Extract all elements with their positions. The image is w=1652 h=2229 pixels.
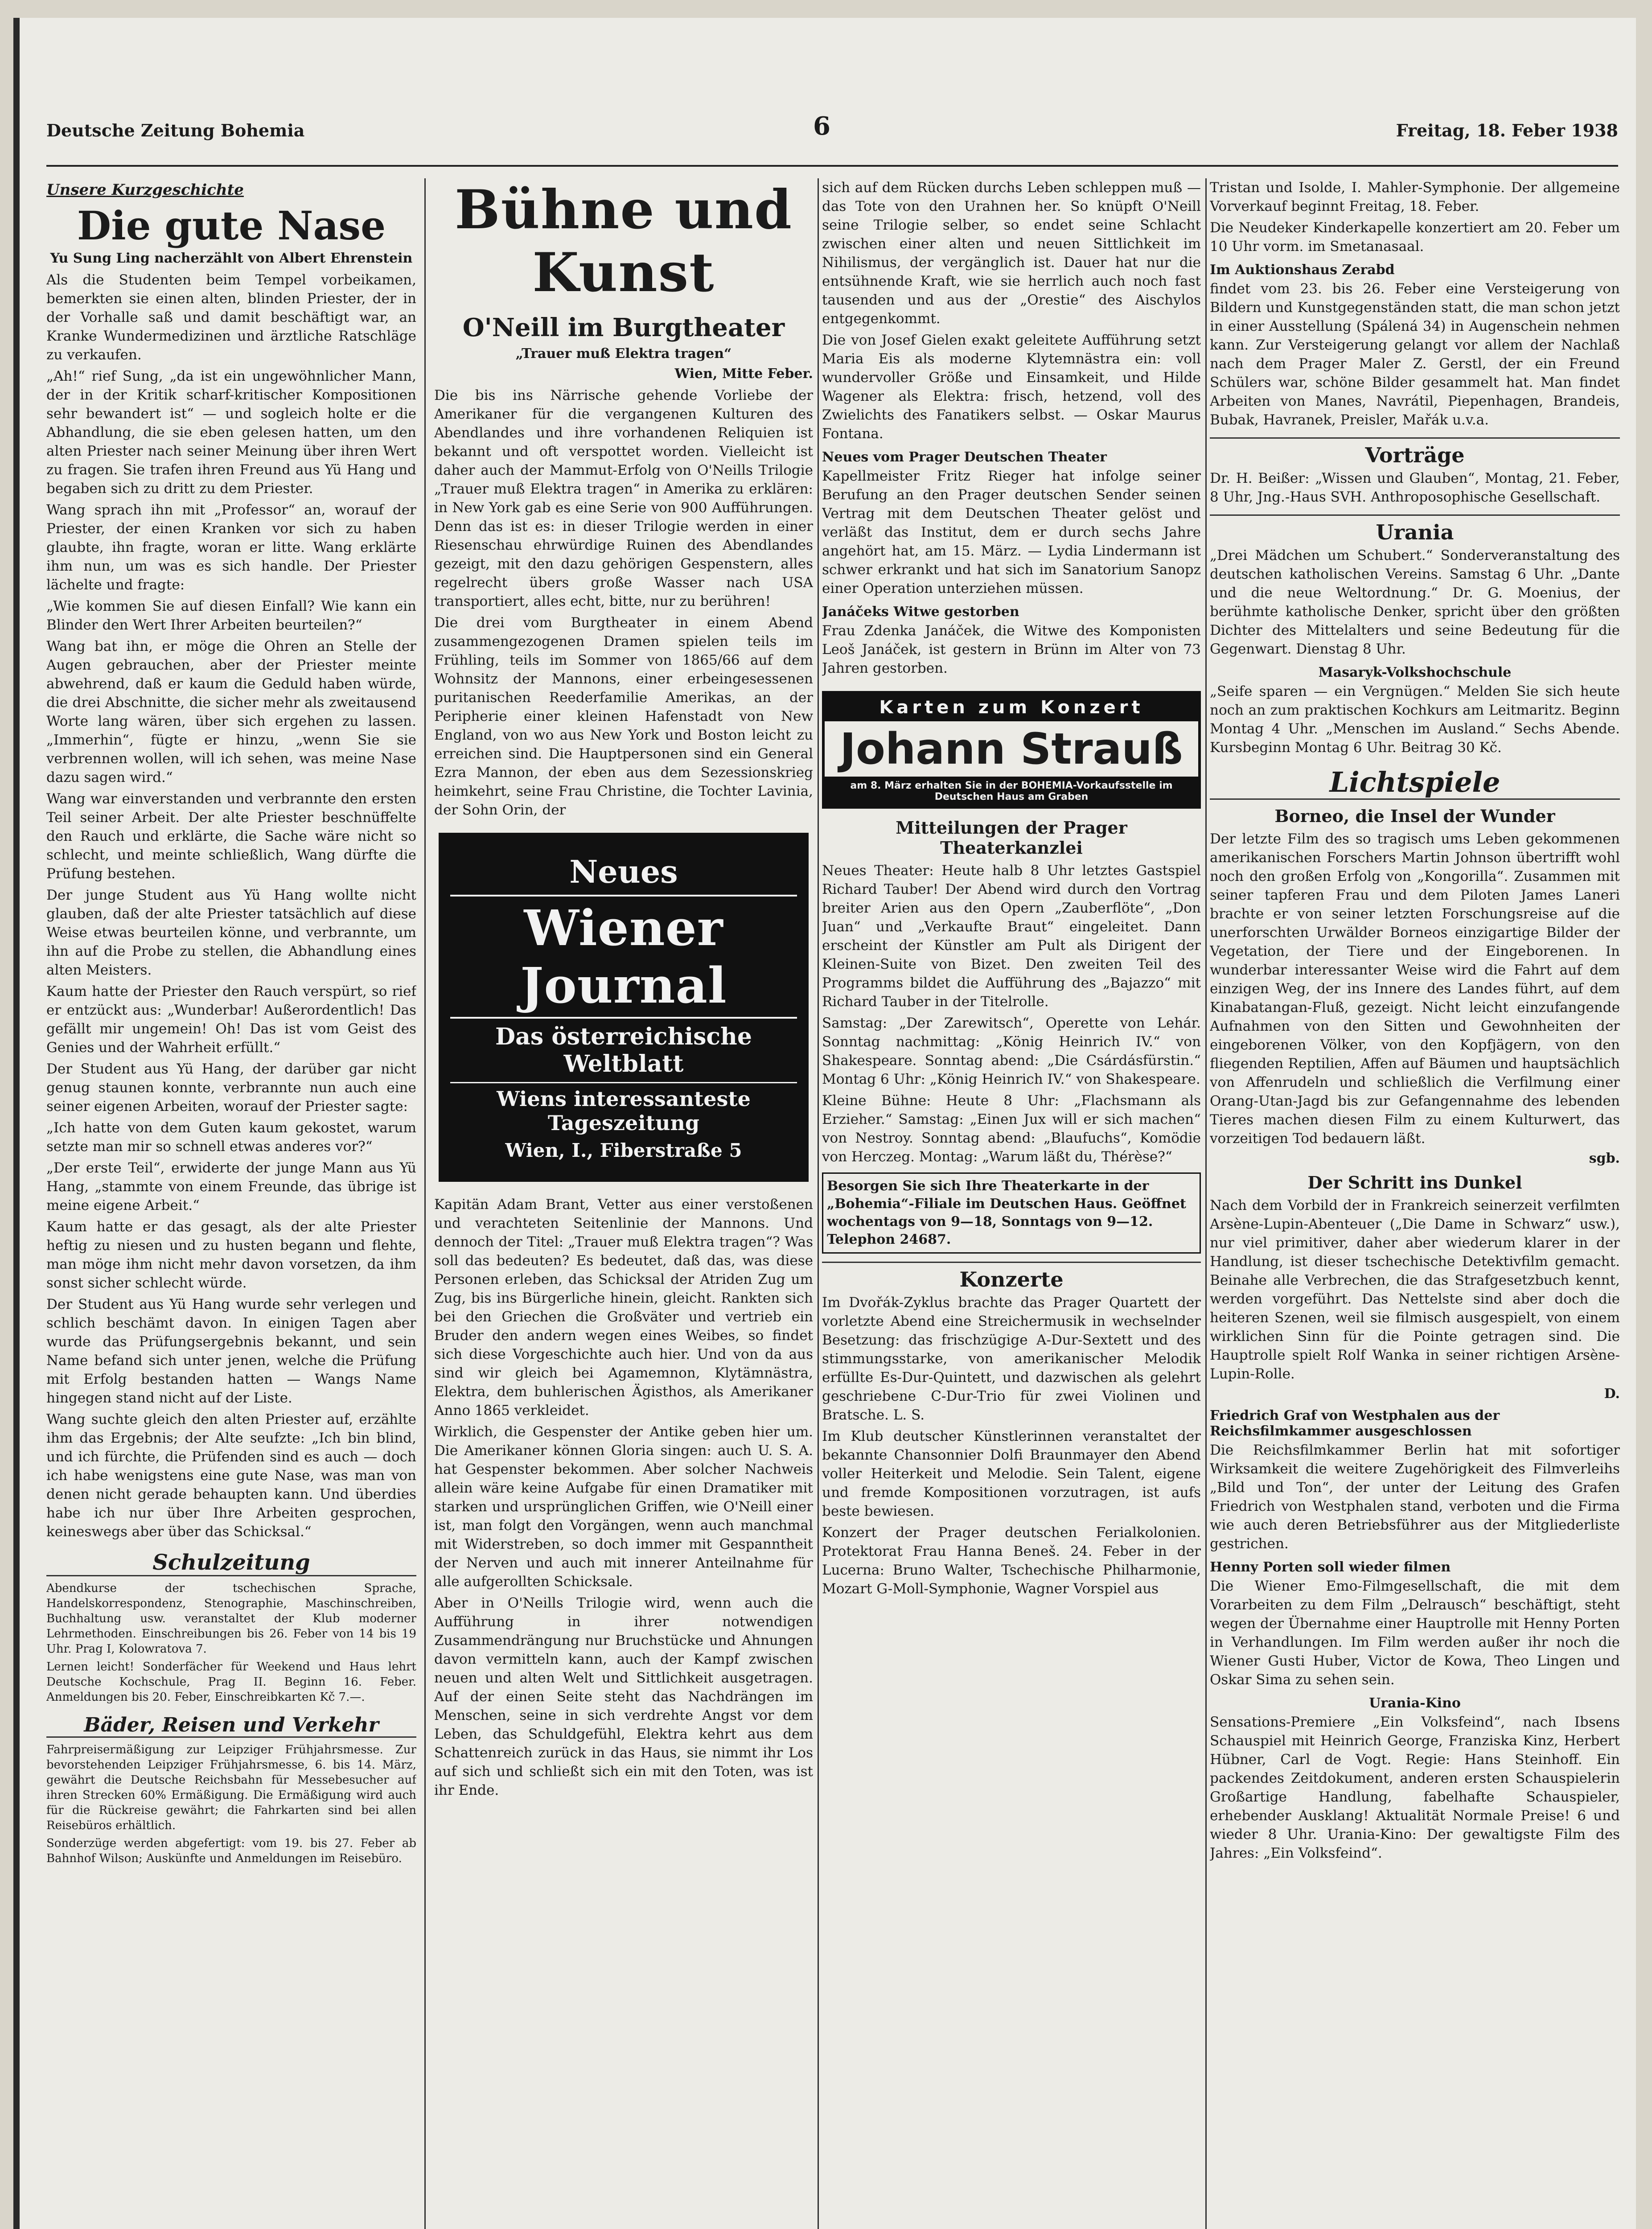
news-text: Frau Zdenka Janáček, die Witwe des Komponisten Leoš Janáček, ist gestern in Brünn im Alter von 73 Jahren gestorben. [822,623,1201,676]
column-1 [46,178,416,2229]
story-kicker: Unsere Kurzgeschichte [46,181,244,199]
paragraph: Kaum hatte der Priester den Rauch verspürt, so rief er entzückt aus: „Wunderbar! Außerordentlich! Das gefällt mir ungemein! Oh! Das ist vom Geist des Genies und der Wahrheit erfüllt.“ [46,983,416,1056]
column-divider [1205,178,1207,2229]
article-dateline: Wien, Mitte Feber. [674,366,813,382]
strauss-concert-ad [822,691,1201,809]
paragraph: Der Student aus Yü Hang, der darüber gar nicht genug staunen konnte, verbrannte nun auch eine seiner eigenen Arbeiten, worauf der Priester sagte: [46,1061,416,1114]
newspaper-page [13,18,1636,2229]
article-continued: sich auf dem Rücken durchs Leben schleppen muß — das Tote von den Urahnen her. So knüpft O'Neill seine Trilogie selber, so endet seine Schlacht zwischen einer alten und neuen Sittlichkeit im Nihilismus, der vergänglich ist. Dauer hat nur die entsühnende Kraft, wie sie herrlich auch noch fast tausenden und aus der „Orestie“ des Aischylos entgegenkommt. [822,180,1201,327]
paragraph: Der Student aus Yü Hang wurde sehr verlegen und schlich beschämt davon. In einigen Tagen aber wurde das Prüfungsergebnis bekannt, und sein Name befand sich unter jenen, welche die Prüfung mit Erfolg bestanden hatten — Wangs Name hingegen stand nicht auf der Liste. [46,1296,416,1406]
column-divider [424,178,426,2229]
ad-address: Wien, I., Fiberstraße 5 [505,1139,742,1161]
film-review: Nach dem Vorbild der in Frankreich seinerzeit verfilmten Arsène-Lupin-Abenteuer („Die Dame in Schwarz“ usw.), nur viel primitiver, daher aber wiederum klarer in der Handlung, ist dieser tschechische Detektivfilm gemacht. Beinahe alle Verbrechen, die das Strafgesetzbuch kennt, werden vorgeführt. Das Nettelste sind aber doch die heiteren Szenen, weil sie filmisch ausgespielt, von einem wirklichen Sinn für die Pointe getragen sind. Die Hauptrolle spielt Rolf Wanka in seiner richtigen Arsène-Lupin-Rolle. [1210,1197,1620,1382]
ad-tagline2: Wiens interessanteste Tageszeitung [450,1082,797,1135]
article-title: O'Neill im Burgtheater [462,313,785,342]
ad-karten: Karten zum Konzert [825,694,1198,721]
wiener-journal-ad [439,833,809,1182]
film-review-signature: sgb. [1589,1151,1620,1166]
masaryk-title: Masaryk-Volkshochschule [1318,665,1512,680]
ad-title: Neues [569,853,678,890]
ad-footer: am 8. März erhalten Sie in der BOHEMIA-Vorkaufsstelle im Deutschen Haus am Graben [825,777,1198,806]
masaryk-text: „Seife sparen — ein Vergnügen.“ Melden Sie sich heute noch an zum praktischen Kochkurs am Leitmaritz. Beginn Montag 4 Uhr. „Menschen im Ausland.“ Sechs Abende. Kursbeginn Montag 6 Uhr. Beitrag 30 Kč. [1210,683,1620,756]
film-review-signature: D. [1604,1386,1620,1402]
paragraph: „Wie kommen Sie auf diesen Einfall? Wie kann ein Blinder den Wert Ihrer Arbeiten beurteilen?“ [46,598,416,633]
paragraph: Der junge Student aus Yü Hang wollte nicht glauben, daß der alte Priester tatsächlich auf diese Weise etwas beurteilen könne, und verbrannte, um ihn auf die Probe zu stellen, die Abhandlung eines alten Meisters. [46,887,416,978]
paragraph: „Ich hatte von dem Guten kaum gekostet, warum setzte man mir so schnell etwas anderes vor?“ [46,1120,416,1155]
page-header [46,107,1618,147]
news-title: Neues vom Prager Deutschen Theater [822,449,1107,465]
urania-text: „Drei Mädchen um Schubert.“ Sonderveranstaltung des deutschen katholischen Vereins. Samstag 6 Uhr. „Dante und die neue Weltordnung.“ Dr. G. Moenius, der berühmte katholische Denker, spricht über den größten Dichter des Mittelalters und seine Bedeutung für die Gegenwart. Dienstag 8 Uhr. [1210,547,1620,657]
news-title: Janáčeks Witwe gestorben [822,604,1019,620]
column-4 [1210,178,1620,2229]
concert-note: Tristan und Isolde, I. Mahler-Symphonie. Der allgemeine Vorverkauf beginnt Freitag, 18. Feber. [1210,180,1620,214]
paragraph: Als die Studenten beim Tempel vorbeikamen, bemerkten sie einen alten, blinden Priester, der in der Vorhalle saß und damit beschäftigt war, an Kranke Wundermedizinen und ärztliche Ratschläge zu verkaufen. [46,272,416,363]
film-title: Der Schritt ins Dunkel [1307,1172,1522,1193]
konzerte-paragraph: Im Klub deutscher Künstlerinnen veranstaltet der bekannte Chansonnier Dolfi Braunmayer den Abend voller Heiterkeit und Melodie. Sein Talent, eigene und fremde Kompositionen vorzutragen, ist aufs beste bewiesen. [822,1428,1201,1519]
konzerte-paragraph: Konzert der Prager deutschen Ferialkolonien. Protektorat Frau Hanna Beneš. 24. Feber in der Lucerna: Bruno Walter, Tschechische Philharmonie, Mozart G-Moll-Symphonie, Wagner Vorspiel aus [822,1525,1201,1597]
article-paragraph: Kapitän Adam Brant, Vetter aus einer verstoßenen und verachteten Seitenlinie der Mannons. Und dennoch der Titel: „Trauer muß Elektra tragen“? Was soll das bedeuten? Es bedeutet, daß das, was diese Personen erleben, das Schicksal der Atriden Zug um Zug, bis ins Bürgerliche hinein, gleicht. Rankten sich bei den Griechen die Großväter und vertrieb ein Bruder den andern wegen eines Weibes, so findet sich diese Vorgeschichte auch hier. Und von da aus sind wir gleich bei Agamemnon, Klytämnästra, Elektra, dem buhlerischen Ägisthos, als Amerikaner Anno 1865 verkleidet. [434,1197,813,1419]
urania-kino-title: Urania-Kino [1369,1695,1461,1711]
article-subtitle: „Trauer muß Elektra tragen“ [515,346,732,362]
story-body [46,271,416,1541]
column-2 [434,178,813,2229]
column-3 [822,178,1201,2229]
ad-tagline: Das österreichische Weltblatt [495,1023,752,1077]
ad-name: Wiener Journal [450,895,797,1019]
schulzeitung-title: Schulzeitung [46,1550,416,1576]
film-news-title: Henny Porten soll wieder filmen [1210,1559,1451,1575]
article-paragraph: Die bis ins Närrische gehende Vorliebe der Amerikaner für die vergangenen Kulturen des Abendlandes und ihre vorhandenen Reliquien ist bekannt und oft verspottet worden. Vielleicht ist daher auch der Mammut-Erfolg von O'Neills Trilogie „Trauer muß Elektra tragen“ in Amerika zu erklären: in New York gab es eine Serie von 900 Aufführungen. Denn das ist es: in dieser Trilogie werden in einer Riesenschau ehrwürdige Ruinen des Abendlandes gezeigt, mit den dazu gehörigen Gespenstern, alles regelrecht übers große Wasser nach USA transportiert, alles echt, bitte, nur zu berühren! [434,387,813,609]
lichtspiele-title: Lichtspiele [1210,766,1620,800]
mitteilungen-paragraph: Samstag: „Der Zarewitsch“, Operette von Lehár. Sonntag nachmittag: „König Heinrich IV.“ von Shakespeare. Sonntag abend: „Die Csárdásfürstin.“ Montag 6 Uhr: „König Heinrich IV.“ von Shakespeare. [822,1015,1201,1087]
schulzeitung-body [46,1581,416,1705]
paragraph: Sonderzüge werden abgefertigt: vom 19. bis 27. Feber ab Bahnhof Wilson; Auskünfte und Anmeldungen im Reisebüro. [46,1837,416,1865]
film-news-text: Die Reichsfilmkammer Berlin hat mit sofortiger Wirksamkeit die weitere Zugehörigkeit des Filmverleihs „Bild und Ton“, der unter der Leitung des Grafen Friedrich von Westphalen stand, verboten und die Firma wie auch deren Betriebsführer aus der Mitgliederliste gestrichen. [1210,1442,1620,1552]
mitteilungen-paragraph: Kleine Bühne: Heute 8 Uhr: „Flachsmann als Erzieher.“ Samstag: „Einen Jux will er sich machen“ von Nestroy. Sonntag abend: „Blaufuchs“, Komödie von Herczeg. Montag: „Warum läßt du, Thérèse?“ [822,1093,1201,1165]
theater-ticket-notice: Besorgen Sie sich Ihre Theaterkarte in der „Bohemia“-Filiale im Deutschen Haus. Geöffnet wochentags von 9—18, Sonntags von 9—12. Telephon 24687. [822,1172,1201,1254]
ad-name: Johann Strauß [840,724,1183,774]
film-review: Der letzte Film des so tragisch ums Leben gekommenen amerikanischen Forschers Martin Johnson übertrifft wohl noch den großen Erfolg von „Kongorilla“. Zusammen mit seiner tapferen Frau und dem Piloten James Laneri brachte er von seiner letzten Forschungsreise auf die unerforschten Urwälder Borneos einzigartige Bilder der Vegetation, der Tiere und der Eingeborenen. In wunderbar interessanter Weise wird die Fahrt auf dem einzigen Weg, der ins Innere des Landes führt, auf dem Kinabatangan-Fluß, gezeigt. Nicht leicht einzufangende Aufnahmen von den Sitten und Gewohnheiten der eingeborenen Völker, von den Kopfjägern, von den fliegenden Reptilien, Affen auf Bäumen und hauptsächlich von Affenrudeln und schließlich die Verfilmung einer Orang-Utan-Jagd bis zur Gefangennahme des lebenden Tieres machen diesen Film zu einem Kulturwert, das vorzeitigen Tod bedauern läßt. [1210,831,1620,1147]
vortraege-title: Vorträge [1210,437,1620,467]
reisen-body [46,1742,416,1866]
article-paragraph: Wirklich, die Gespenster der Antike geben hier um. Die Amerikaner können Gloria singen: auch U. S. A. hat Gespenster bekommen. Aber solcher Nachweis allein wäre keine Aufgabe für einen Dramatiker mit starken und ursprünglichen Griffen, wie O'Neill einer ist, man folgt den Vorgängen, wenn auch manchmal mit Widerstreben, so doch immer mit Gespanntheit der Nerven und auch mit innerer Anteilnahme für alle aufgerollten Schicksale. [434,1424,813,1590]
paragraph: „Ah!“ rief Sung, „da ist ein ungewöhnlicher Mann, der in der Kritik scharf-kritischer Kompositionen sehr bewandert ist“ — und sogleich holte er die Abhandlung, die sie eben gelesen hatten, um den alten Priester nach seiner Meinung über ihren Wert zu fragen. Sie trafen ihren Freund aus Yü Hang und begaben sich zu dritt zu dem Priester. [46,368,416,497]
paragraph: „Der erste Teil“, erwiderte der junge Mann aus Yü Hang, „stammte von einem Freunde, das übrige ist meine eigene Arbeit.“ [46,1160,416,1213]
paragraph: Abendkurse der tschechischen Sprache, Handelskorrespondenz, Stenographie, Maschinschreiben, Buchhaltung usw. veranstaltet der Klub moderner Lehrmethoden. Einschreibungen bis 26. Feber von 14 bis 19 Uhr. Prag I, Kolowratova 7. [46,1582,416,1656]
paragraph: Wang war einverstanden und verbrannte den ersten Teil seiner Arbeit. Der alte Priester beschnüffelte den Rauch und erklärte, die Sache wäre nicht so schlecht, und meinte schließlich, Wang dürfte die Prüfung bestehen. [46,791,416,882]
article-paragraph: Die drei vom Burgtheater in einem Abend zusammengezogenen Dramen spielen teils im Frühling, teils im Sommer von 1865/66 auf dem Wohnsitz der Mannons, einer erbeingesessenen puritanischen Reederfamilie Amerikas, an der Peripherie einer kleinen Hafenstadt von New England, von wo aus New York und Boston leicht zu erreichen sind. Die Hauptpersonen sind ein General Ezra Mannon, der eben aus dem Sezessionskrieg heimkehrt, seine Frau Christine, die Tochter Lavinia, der Sohn Orin, der [434,615,813,818]
section-title: Bühne und Kunst [455,178,793,304]
paragraph: Fahrpreisermäßigung zur Leipziger Frühjahrsmesse. Zur bevorstehenden Leipziger Frühjahrsmesse, 6. bis 14. März, gewährt die Deutsche Reichsbahn für Messebesucher auf ihren Strecken 60% Ermäßigung. Die Ermäßigung wird auch für die Rückreise gewährt; die Fahrkarten sind bei allen Reisebüros erhältlich. [46,1743,416,1832]
paragraph: Wang suchte gleich den alten Priester auf, erzählte ihm das Ergebnis; der Alte seufzte: „Ich bin blind, und ich fürchte, die Prüfenden sind es auch — doch ich habe wenigstens eine gute Nase, was man von denen nicht gerade behaupten kann. Und überdies habe ich nur über Ihre Arbeiten gesprochen, keineswegs aber über das Schicksal.“ [46,1411,416,1540]
auktion-title: Im Auktionshaus Zerabd [1210,262,1395,278]
page-number: 6 [813,111,830,141]
paragraph: Wang bat ihn, er möge die Ohren an Stelle der Augen gebrauchen, aber der Priester meinte abwehrend, daß er kaum die Geduld haben würde, die drei Abschnitte, die sicher mehr als zweitausend Worte lang wären, über sich ergehen zu lassen. „Immerhin“, fügte er hinzu, „wenn Sie sie verbrennen wollen, will ich sehen, was meine Nase dazu sagen wird.“ [46,638,416,785]
urania-title: Urania [1210,514,1620,544]
paper-name: Deutsche Zeitung Bohemia [46,120,305,140]
reisen-title: Bäder, Reisen und Verkehr [46,1714,416,1738]
urania-kino-text: Sensations-Premiere „Ein Volksfeind“, nach Ibsens Schauspiel mit Heinrich George, Franziska Kinz, Herbert Hübner, Carl de Vogt. Regie: Hans Steinhoff. Ein packendes Zeitdokument, anderen ersten Schauspielerin Großartige Handlung, fabelhafte Schauspieler, erhebender Ausklang! Aktualität Normale Preise! 6 und wieder 8 Uhr. Urania-Kino: Der gewaltigste Film des Jahres: „Ein Volksfeind“. [1210,1714,1620,1861]
mitteilungen-paragraph: Neues Theater: Heute halb 8 Uhr letztes Gastspiel Richard Tauber! Der Abend wird durch den Vortrag breiter Arien aus den Opern „Zauberflöte“, „Don Juan“ und „Verkaufte Braut“ eingeleitet. Dann erscheint der Künstler am Pult als Dirigent der Kleinen-Suite von Bizet. Den zweiten Teil des Programms bildet die Aufführung des „Bajazzo“ mit Richard Tauber in der Titelrolle. [822,863,1201,1010]
column-divider [818,178,819,2229]
mitteilungen-title: Mitteilungen der Prager Theaterkanzlei [896,818,1127,858]
article-paragraph: Aber in O'Neills Trilogie wird, wenn auch die Aufführung in ihrer notwendigen Zusammendrängung nur Bruchstücke und Ahnungen davon vermitteln kann, auch der Kampf zwischen neuen und alten Welt und Sittlichkeit ausgetragen. Auf der einen Seite steht das Nachdrängen im Menschen, seine in sich verdrehte Angst vor dem Leben, das Schuldgefühl, Elektra kehrt aus dem Schattenreich zurück in das Haus, sie nimmt ihr Los auf sich und schließt sich ein mit den Toten, was ist ihr Ende. [434,1595,813,1798]
konzerte-title: Konzerte [822,1262,1201,1291]
konzerte-paragraph: Im Dvořák-Zyklus brachte das Prager Quartett der vorletzte Abend eine Streichermusik in wechselnder Besetzung: das frischzügige A-Dur-Sextett und des stimmungsstarke, von amerikanischer Melodik erfüllte Es-Dur-Quintett, und dazwischen als gelehrt geschriebene C-Dur-Trio für zwei Violinen und Bratsche. L. S. [822,1295,1201,1423]
film-news-title: Friedrich Graf von Westphalen aus der Reichsfilmkammer ausgeschlossen [1210,1408,1500,1439]
story-byline: Yu Sung Ling nacherzählt von Albert Ehrenstein [50,251,413,266]
paragraph: Lernen leicht! Sonderfächer für Weekend und Haus lehrt Deutsche Kochschule, Prag II. Beginn 16. Feber. Anmeldungen bis 20. Feber, Einschreibkarten Kč 7.—. [46,1660,416,1704]
issue-date: Freitag, 18. Feber 1938 [1396,120,1618,140]
concert-note: Die Neudeker Kinderkapelle konzertiert am 20. Feber um 10 Uhr vorm. im Smetanasaal. [1210,220,1620,255]
paragraph: Kaum hatte er das gesagt, als der alte Priester heftig zu niesen und zu husten begann und flehte, man möge ihm nicht mehr davon vorsetzen, da ihm sonst sicher schlecht würde. [46,1219,416,1291]
article-continued: Die von Josef Gielen exakt geleitete Aufführung setzt Maria Eis als moderne Klytemnästra ein: voll wundervoller Größe und Einsamkeit, und Hilde Wagener als Elektra: frisch, hetzend, voll des Zwielichts des Fanatikers selbst. — Oskar Maurus Fontana. [822,332,1201,442]
film-news-text: Die Wiener Emo-Filmgesellschaft, die mit dem Vorarbeiten zu dem Film „Delrausch“ beschäftigt, steht wegen der Übernahme einer Hauptrolle mit Henny Porten in Verhandlungen. Im Film werden außer ihr noch die Wiener Gusti Huber, Victor de Kowa, Theo Lingen und Oskar Sima zu sehen sein. [1210,1578,1620,1688]
paragraph: Wang sprach ihn mit „Professor“ an, worauf der Priester, der einen Kranken vor sich zu haben glaubte, ihn fragte, woran er litte. Wang erklärte ihm nun, um was es sich handle. Der Priester lächelte und fragte: [46,502,416,593]
vortraege-text: Dr. H. Beißer: „Wissen und Glauben“, Montag, 21. Feber, 8 Uhr, Jng.-Haus SVH. Anthroposophische Gesellschaft. [1210,470,1620,505]
news-text: Kapellmeister Fritz Rieger hat infolge seiner Berufung an den Prager deutschen Sender seinen Vertrag mit dem Deutschen Theater gelöst und verläßt das Institut, dem er durch sechs Jahre angehört hat, am 15. März. — Lydia Lindermann ist schwer erkrankt und hat sich im Sanatorium Sanopz einer Operation unterziehen müssen. [822,468,1201,596]
film-title: Borneo, die Insel der Wunder [1274,806,1555,826]
header-rule [46,165,1618,167]
story-title: Die gute Nase [77,202,386,249]
auktion-text: findet vom 23. bis 26. Feber eine Versteigerung von Bildern und Kunstgegenständen statt, die man schon jetzt in einer Ausstellung (Spálená 34) in Augenschein nehmen kann. Zur Versteigerung gelangt vor allem der Nachlaß nach dem Prager Maler Z. Gerstl, der ein Freund Schülers war, schöne Bilder gesammelt hat. Man findet Arbeiten von Manes, Navrátil, Piepenhagen, Brandeis, Bubak, Havranek, Preisler, Mařák u.v.a. [1210,281,1620,428]
